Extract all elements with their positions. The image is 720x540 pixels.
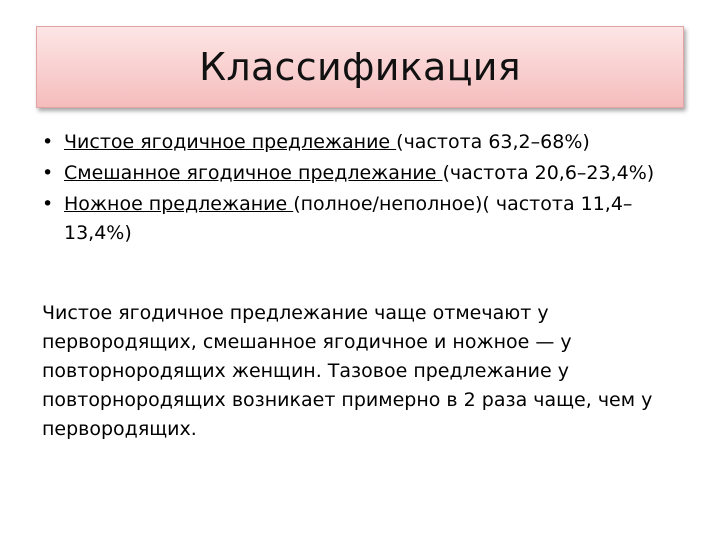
bullet-term: Чистое ягодичное предлежание (64, 131, 397, 153)
bullet-detail: (полное/неполное)( частота 11,4–13,4%) (64, 193, 633, 244)
bullet-icon: • (42, 131, 54, 153)
bullet-icon: • (42, 162, 54, 184)
list-item (40, 159, 690, 188)
bullet-detail: (частота 20,6–23,4%) (442, 162, 655, 184)
page-title: Классификация (199, 45, 521, 89)
list-item (40, 128, 690, 157)
bullet-term: Смешанное ягодичное предлежание (64, 162, 443, 184)
bullet-detail: (частота 63,2–68%) (396, 131, 590, 153)
classification-list (40, 128, 690, 250)
list-item (40, 190, 690, 248)
bullet-term: Ножное предлежание (64, 193, 294, 215)
body-paragraph: Чистое ягодичное предлежание чаще отмечают у первородящих, смешанное ягодичное и ножное — у повторнородящих женщин. Тазовое предлежание у повторнородящих возникает примерно в 2 раза чаще, чем у первородящих. (42, 302, 653, 440)
bullet-icon: • (42, 193, 54, 215)
title-banner (36, 26, 684, 108)
